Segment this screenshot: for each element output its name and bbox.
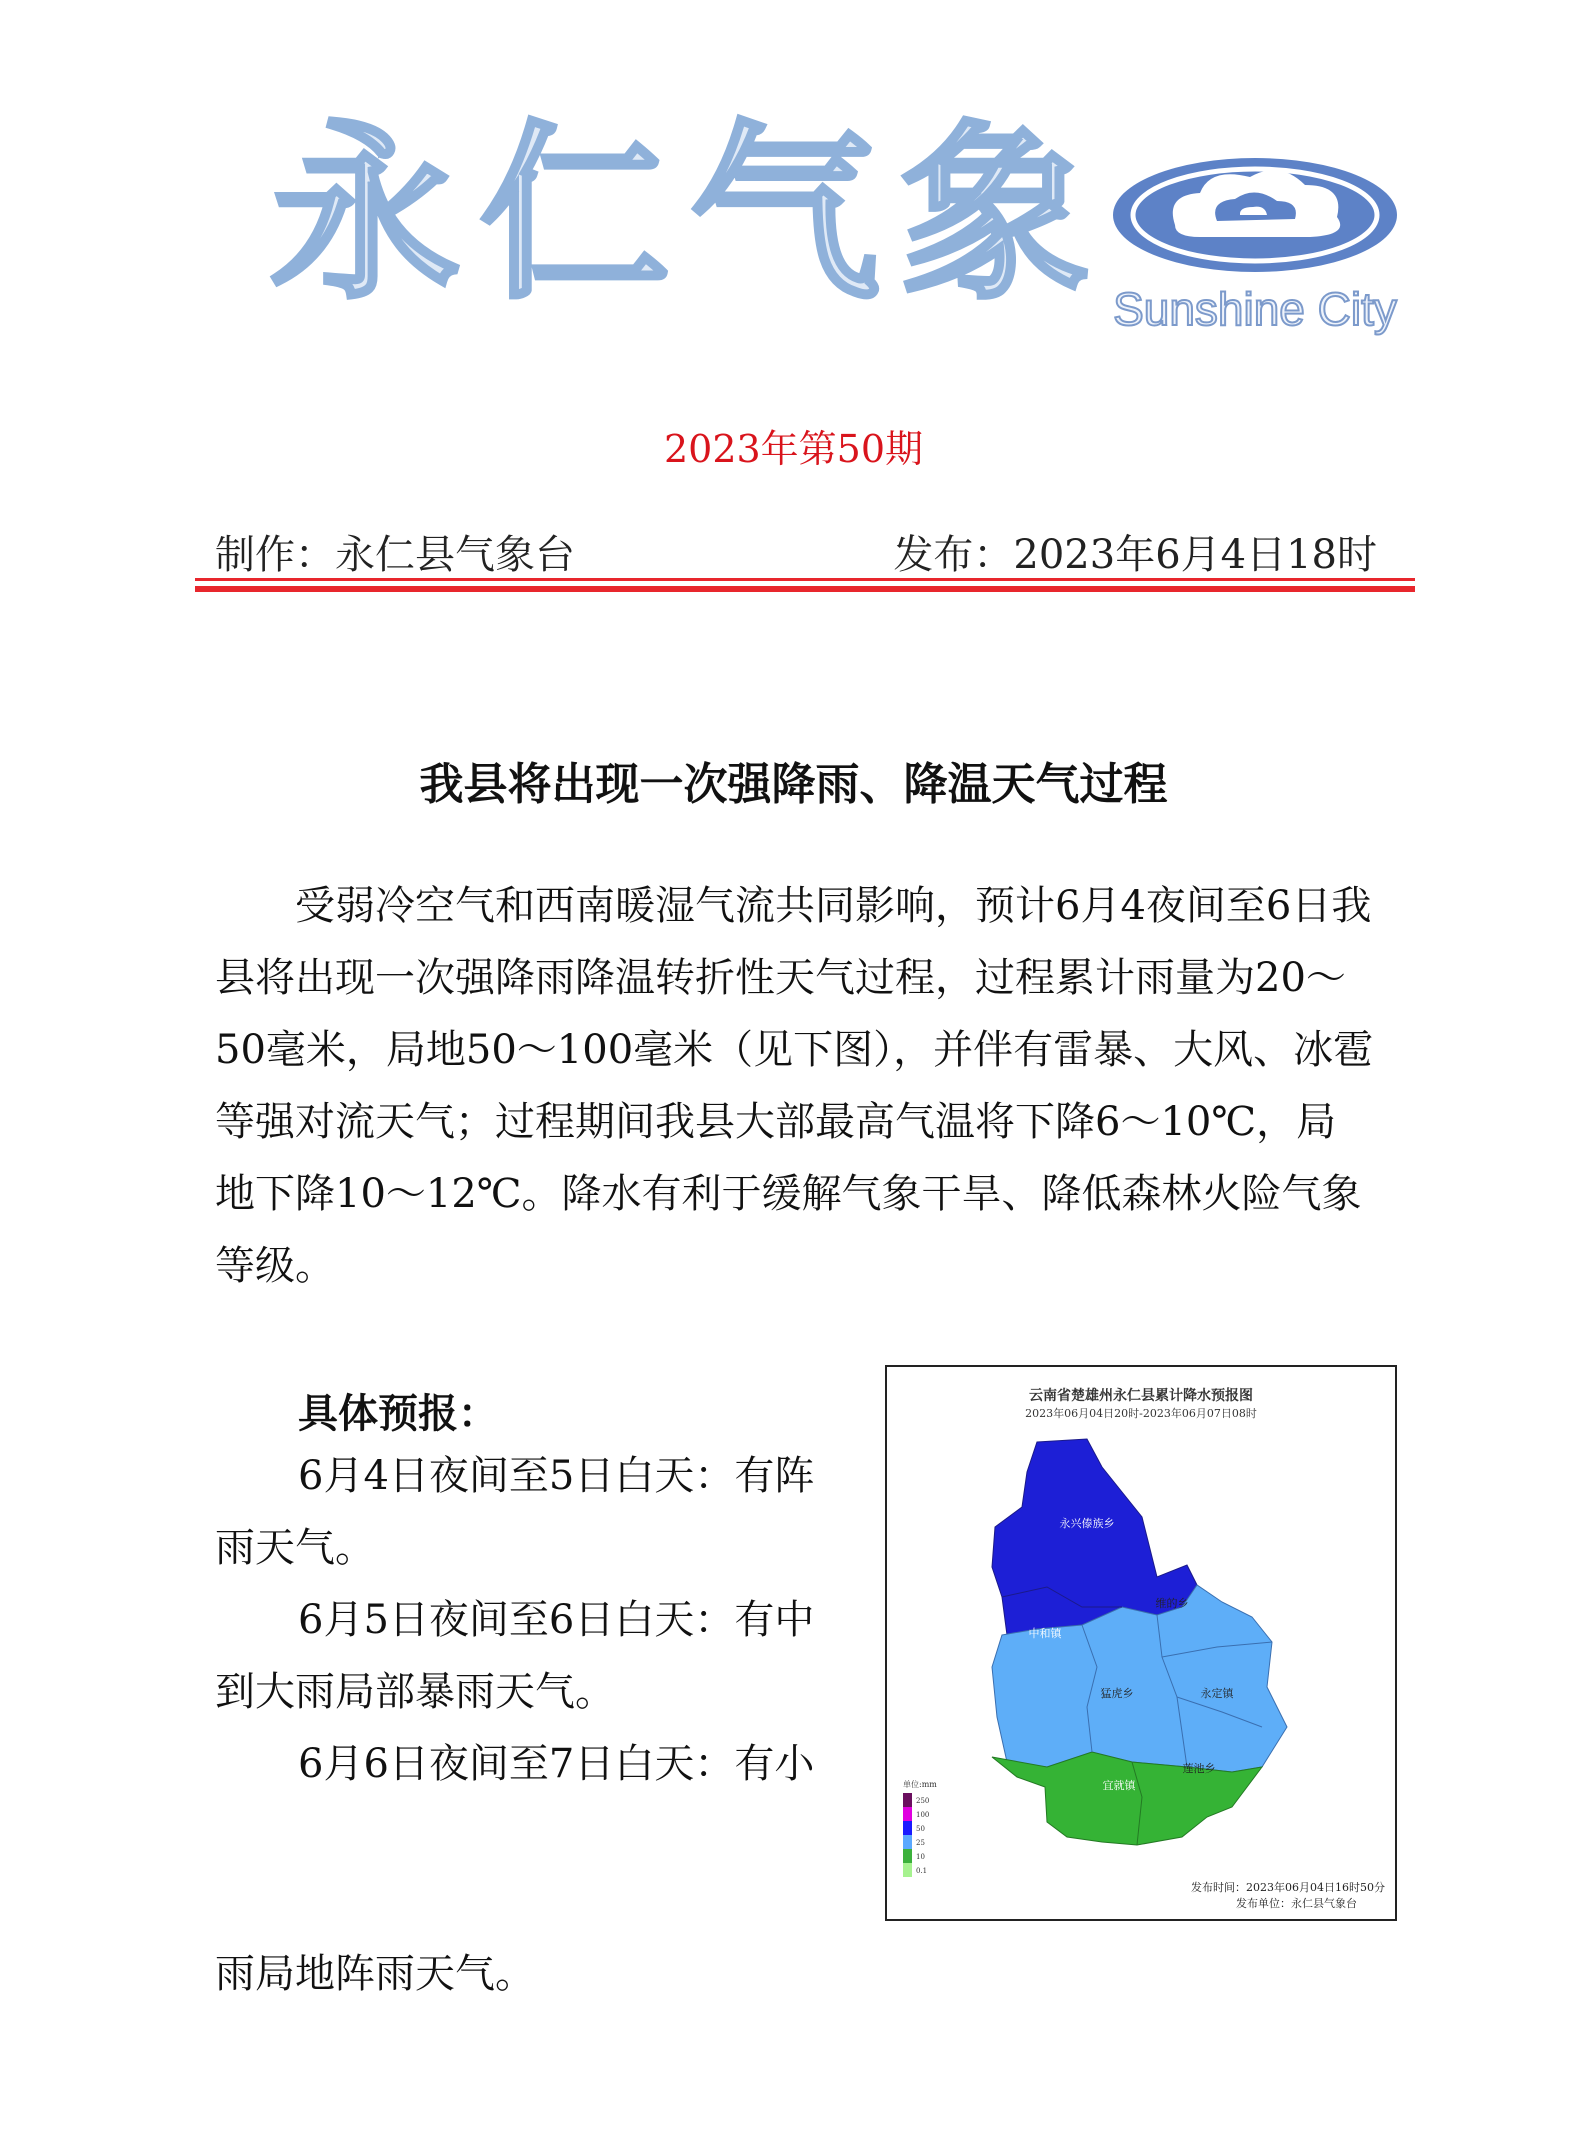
map-label-yongxing: 永兴傣族乡 [1059, 1517, 1115, 1530]
producer-line: 制作：永仁县气象台 [215, 532, 575, 578]
county-map-graphic [887, 1367, 1395, 1919]
precipitation-map [885, 1365, 1397, 1921]
legend-swatch [903, 1863, 912, 1877]
legend-label: 10 [916, 1853, 925, 1861]
map-label-yongding: 永定镇 [1200, 1687, 1234, 1700]
header-divider-thin [195, 578, 1415, 581]
legend-swatch [903, 1849, 912, 1863]
map-legend [903, 1793, 929, 1877]
logo [1105, 155, 1405, 355]
map-issue-time: 发布时间：2023年06月04日16时50分 [1191, 1881, 1385, 1894]
legend-label: 50 [916, 1825, 925, 1833]
forecast-line: 6月6日夜间至7日白天：有小 [298, 1741, 815, 1787]
legend-swatch [903, 1807, 912, 1821]
map-title: 云南省楚雄州永仁县累计降水预报图 [1029, 1388, 1253, 1404]
legend-swatch [903, 1793, 912, 1807]
forecast-line: 6月4日夜间至5日白天：有阵 [298, 1453, 815, 1499]
map-label-yijiu: 宜就镇 [1102, 1779, 1136, 1792]
issue-number: 2023年第50期 [663, 427, 924, 471]
forecast-line: 到大雨局部暴雨天气。 [215, 1669, 615, 1715]
cloud-swirl-icon [1105, 155, 1405, 355]
article-headline: 我县将出现一次强降雨、降温天气过程 [419, 759, 1168, 810]
map-label-lianchi: 莲池乡 [1182, 1762, 1216, 1775]
published-line: 发布：2023年6月4日18时 [893, 532, 1377, 578]
map-label-weide: 维的乡 [1155, 1597, 1189, 1610]
legend-unit: 单位:mm [903, 1780, 937, 1789]
legend-label: 0.1 [916, 1867, 928, 1875]
legend-swatch [903, 1821, 912, 1835]
legend-label: 25 [916, 1839, 925, 1847]
forecast-line: 6月5日夜间至6日白天：有中 [298, 1597, 815, 1643]
legend-swatch [903, 1835, 912, 1849]
map-issuer: 发布单位：永仁县气象台 [1236, 1897, 1357, 1910]
map-label-menghu: 猛虎乡 [1100, 1687, 1134, 1700]
legend-label: 250 [916, 1797, 930, 1805]
forecast-heading: 具体预报： [298, 1390, 498, 1437]
map-label-zhonghe: 中和镇 [1028, 1627, 1062, 1640]
legend-label: 100 [916, 1811, 930, 1819]
masthead-title: 永仁气象 [270, 104, 1111, 325]
article-intro: 受弱冷空气和西南暖湿气流共同影响，预计6月4夜间至6日我县将出现一次强降雨降温转折性天气过程，过程累计雨量为20～50毫米，局地50～100毫米（见下图），并伴有雷暴、大风、冰雹等强对流天气；过程期间我县大部最高气温将下降6～10℃，局地下降10～12℃。降水有利于缓解气象干旱、降低森林火险气象等级。 [215, 883, 1374, 1289]
forecast-line: 雨局地阵雨天气。 [215, 1951, 535, 1997]
header-divider-thick [195, 586, 1415, 592]
forecast-line: 雨天气。 [215, 1525, 375, 1571]
logo-text: Sunshine City [1113, 283, 1397, 335]
map-period: 2023年06月04日20时-2023年06月07日08时 [1025, 1407, 1257, 1420]
